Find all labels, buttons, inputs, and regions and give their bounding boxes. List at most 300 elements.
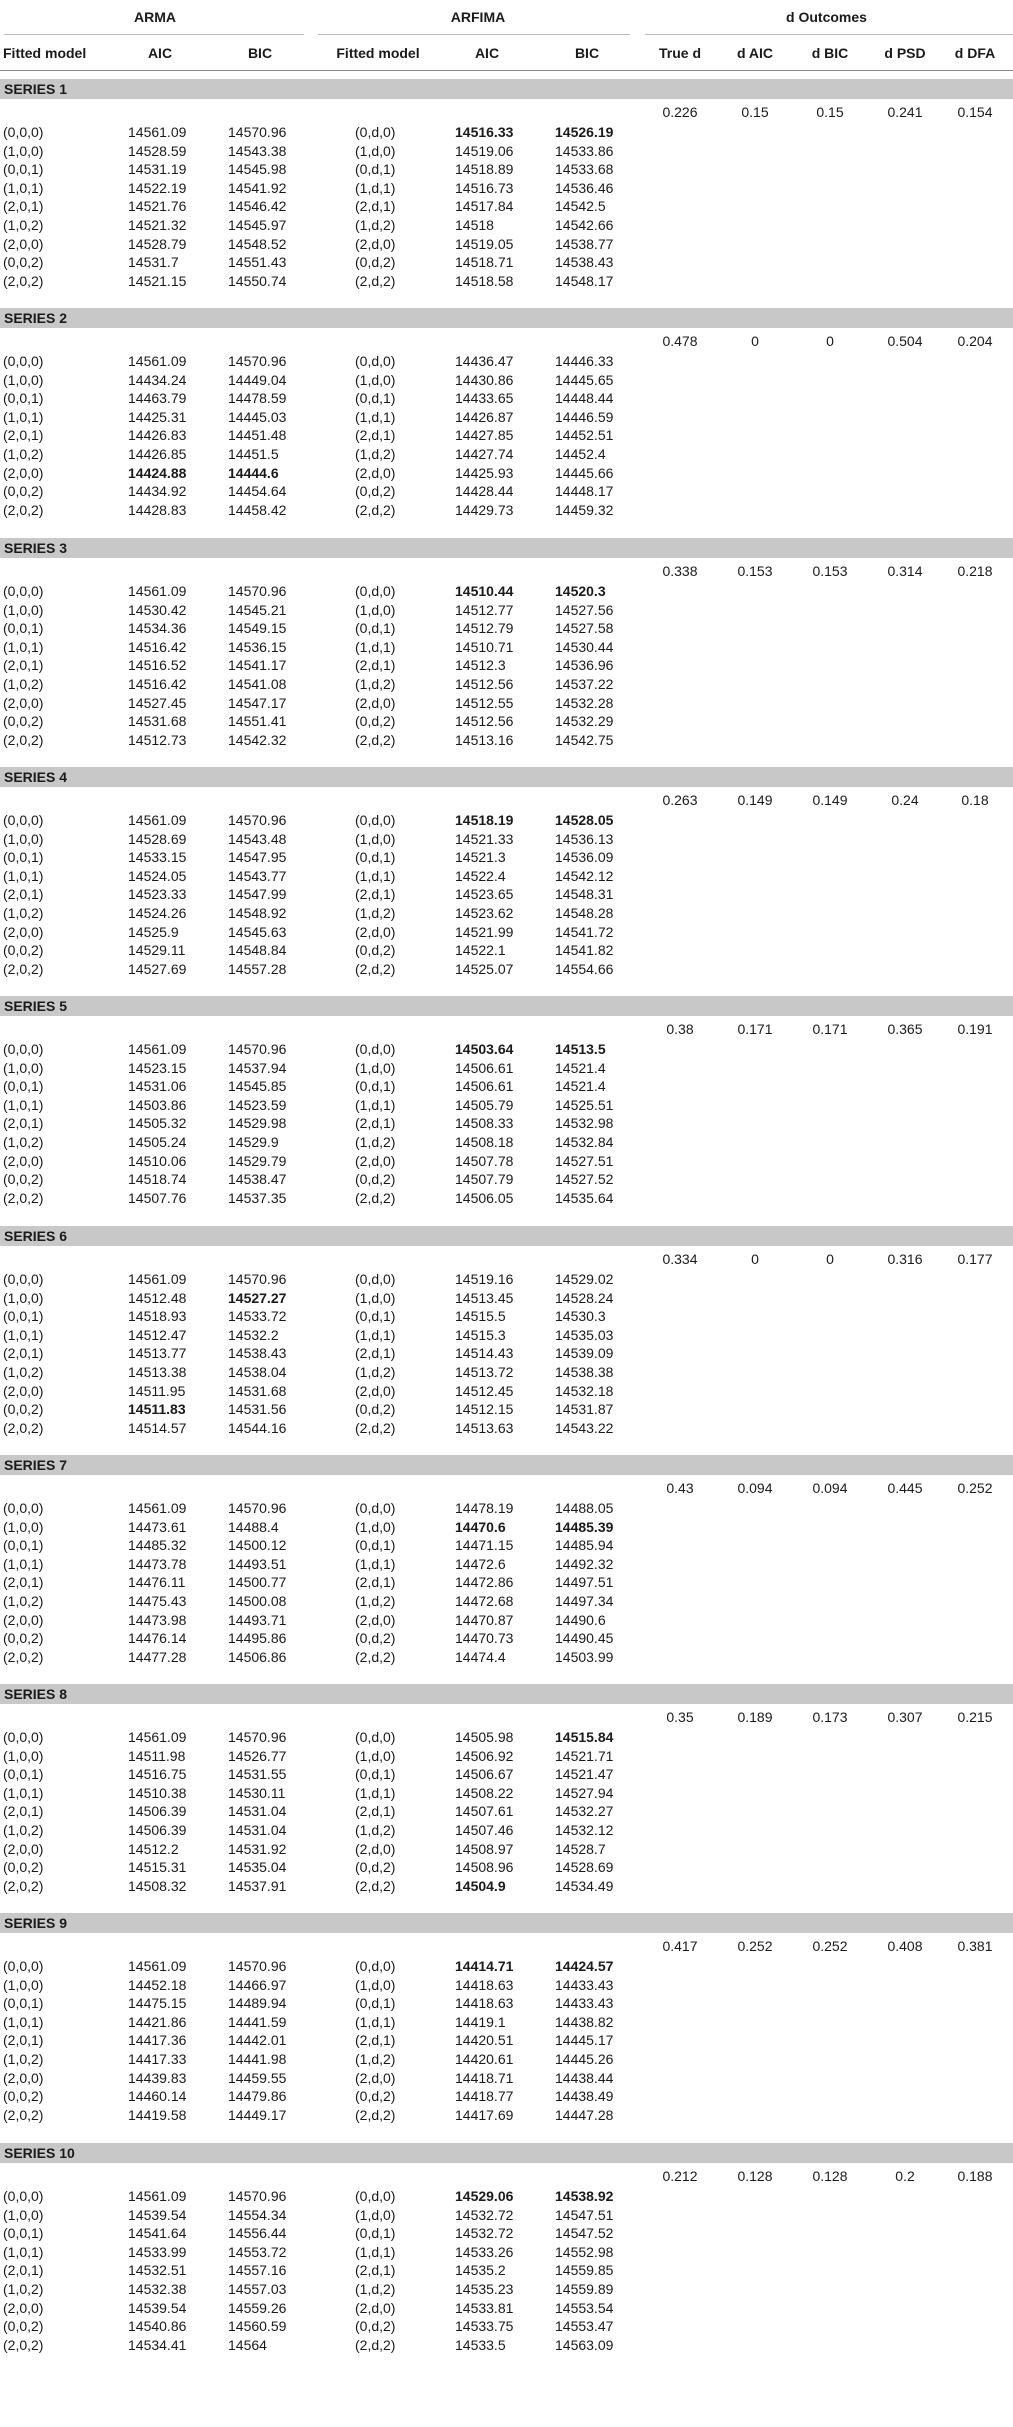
col-header-fitted-model-arfima: Fitted model xyxy=(336,45,420,61)
fitted-model-arma-cell: (2,0,2) xyxy=(3,1878,44,1894)
fitted-model-arfima-cell: (2,d,0) xyxy=(355,1612,396,1628)
arma-bic-cell: 14495.86 xyxy=(228,1630,287,1646)
arfima-aic-cell: 14508.22 xyxy=(455,1785,514,1801)
fitted-model-arfima-cell: (0,d,1) xyxy=(355,1308,396,1324)
arfima-bic-cell: 14530.3 xyxy=(555,1308,606,1324)
d-psd-value: 0.241 xyxy=(887,104,923,120)
arma-aic-cell: 14475.15 xyxy=(128,1995,187,2011)
arfima-bic-cell: 14548.17 xyxy=(555,273,614,289)
arma-aic-cell: 14524.05 xyxy=(128,868,187,884)
fitted-model-arma-cell: (1,0,1) xyxy=(3,1097,44,1113)
arfima-aic-cell: 14427.85 xyxy=(455,427,514,443)
arfima-bic-cell: 14548.28 xyxy=(555,905,614,921)
arfima-bic-cell: 14532.29 xyxy=(555,713,614,729)
arma-bic-cell: 14531.04 xyxy=(228,1822,287,1838)
arma-aic-cell: 14521.32 xyxy=(128,217,187,233)
fitted-model-arfima-cell: (1,d,2) xyxy=(355,905,396,921)
fitted-model-arfima-cell: (2,d,2) xyxy=(355,1420,396,1436)
arfima-aic-cell: 14517.84 xyxy=(455,198,514,214)
fitted-model-arfima-cell: (1,d,0) xyxy=(355,372,396,388)
arma-bic-cell: 14529.9 xyxy=(228,1134,279,1150)
fitted-model-arma-cell: (1,0,2) xyxy=(3,2281,44,2297)
fitted-model-arma-cell: (2,0,2) xyxy=(3,273,44,289)
arma-aic-cell: 14516.75 xyxy=(128,1766,187,1782)
arfima-bic-cell: 14521.4 xyxy=(555,1060,606,1076)
arfima-group-header: ARFIMA xyxy=(450,9,506,25)
arfima-bic-cell: 14497.51 xyxy=(555,1574,614,1590)
arma-aic-cell: 14505.24 xyxy=(128,1134,187,1150)
arma-bic-cell: 14543.77 xyxy=(228,868,287,884)
arma-aic-cell: 14476.11 xyxy=(128,1574,186,1590)
arfima-aic-cell: 14518.89 xyxy=(455,161,514,177)
fitted-model-arma-cell: (1,0,0) xyxy=(3,1290,44,1306)
arma-bic-cell: 14530.11 xyxy=(228,1785,286,1801)
fitted-model-arma-cell: (0,0,1) xyxy=(3,1308,44,1324)
true-d-value: 0.212 xyxy=(662,2168,698,2184)
fitted-model-arfima-cell: (2,d,2) xyxy=(355,961,396,977)
d-aic-value: 0.149 xyxy=(737,792,773,808)
arfima-bic-cell: 14533.68 xyxy=(555,161,614,177)
series-label: SERIES 9 xyxy=(4,1915,68,1931)
fitted-model-arma-cell: (0,0,1) xyxy=(3,1078,44,1094)
arfima-bic-cell: 14543.22 xyxy=(555,1420,614,1436)
fitted-model-arfima-cell: (1,d,0) xyxy=(355,1290,396,1306)
arfima-aic-cell: 14470.87 xyxy=(455,1612,514,1628)
header-divider xyxy=(0,70,1013,71)
arfima-aic-cell: 14506.61 xyxy=(455,1078,514,1094)
arfima-aic-cell: 14518 xyxy=(455,217,494,233)
arfima-bic-cell: 14447.28 xyxy=(555,2107,614,2123)
fitted-model-arfima-cell: (2,d,2) xyxy=(355,273,396,289)
arma-bic-cell: 14538.04 xyxy=(228,1364,287,1380)
arfima-aic-cell: 14513.45 xyxy=(455,1290,514,1306)
arfima-aic-cell: 14512.79 xyxy=(455,620,514,636)
series-header xyxy=(0,1684,1013,1704)
arfima-bic-cell: 14485.94 xyxy=(555,1537,614,1553)
arma-aic-cell: 14541.64 xyxy=(128,2225,187,2241)
arfima-bic-cell: 14537.22 xyxy=(555,676,614,692)
arfima-aic-cell: 14507.61 xyxy=(455,1803,514,1819)
fitted-model-arfima-cell: (2,d,2) xyxy=(355,502,396,518)
fitted-model-arma-cell: (0,0,1) xyxy=(3,1766,44,1782)
arfima-aic-cell: 14470.6 xyxy=(455,1519,506,1535)
arma-aic-cell: 14540.86 xyxy=(128,2318,187,2334)
arma-bic-cell: 14557.28 xyxy=(228,961,287,977)
series-header xyxy=(0,308,1013,328)
d-psd-value: 0.504 xyxy=(887,333,923,349)
series-label: SERIES 10 xyxy=(4,2145,75,2161)
series-header xyxy=(0,2143,1013,2163)
fitted-model-arma-cell: (1,0,2) xyxy=(3,1134,44,1150)
fitted-model-arfima-cell: (2,d,2) xyxy=(355,1190,396,1206)
arma-bic-cell: 14570.96 xyxy=(228,1500,287,1516)
arfima-bic-cell: 14533.86 xyxy=(555,143,614,159)
arma-bic-cell: 14527.27 xyxy=(228,1290,287,1306)
arfima-aic-cell: 14521.3 xyxy=(455,849,506,865)
d-psd-value: 0.408 xyxy=(887,1938,923,1954)
fitted-model-arma-cell: (0,0,1) xyxy=(3,1537,44,1553)
fitted-model-arma-cell: (1,0,0) xyxy=(3,1748,44,1764)
arfima-bic-cell: 14535.64 xyxy=(555,1190,614,1206)
arma-aic-cell: 14524.26 xyxy=(128,905,187,921)
fitted-model-arma-cell: (0,0,2) xyxy=(3,2088,44,2104)
fitted-model-arma-cell: (0,0,0) xyxy=(3,1041,44,1057)
arfima-bic-cell: 14527.52 xyxy=(555,1171,614,1187)
fitted-model-arfima-cell: (0,d,1) xyxy=(355,1766,396,1782)
fitted-model-arfima-cell: (2,d,2) xyxy=(355,732,396,748)
d-bic-value: 0.149 xyxy=(812,792,848,808)
fitted-model-arma-cell: (0,0,0) xyxy=(3,1271,44,1287)
fitted-model-arma-cell: (2,0,0) xyxy=(3,695,44,711)
fitted-model-arfima-cell: (1,d,0) xyxy=(355,1519,396,1535)
arma-bic-cell: 14550.74 xyxy=(228,273,287,289)
arfima-bic-cell: 14532.12 xyxy=(555,1822,614,1838)
arfima-aic-cell: 14417.69 xyxy=(455,2107,514,2123)
fitted-model-arma-cell: (1,0,1) xyxy=(3,1327,44,1343)
arfima-aic-cell: 14529.06 xyxy=(455,2188,514,2204)
arma-aic-cell: 14528.59 xyxy=(128,143,187,159)
arfima-bic-cell: 14532.18 xyxy=(555,1383,614,1399)
d-bic-value: 0.128 xyxy=(812,2168,848,2184)
arfima-bic-cell: 14547.51 xyxy=(555,2207,614,2223)
arfima-aic-cell: 14512.3 xyxy=(455,657,506,673)
fitted-model-arfima-cell: (0,d,1) xyxy=(355,849,396,865)
series-header xyxy=(0,767,1013,787)
fitted-model-arma-cell: (1,0,1) xyxy=(3,409,44,425)
d-bic-value: 0 xyxy=(826,1251,834,1267)
fitted-model-arma-cell: (2,0,1) xyxy=(3,657,44,673)
arma-aic-cell: 14512.48 xyxy=(128,1290,187,1306)
fitted-model-arma-cell: (0,0,0) xyxy=(3,124,44,140)
col-header-d-dfa: d DFA xyxy=(954,45,996,61)
arfima-bic-cell: 14445.26 xyxy=(555,2051,614,2067)
fitted-model-arfima-cell: (2,d,0) xyxy=(355,695,396,711)
arfima-bic-cell: 14530.44 xyxy=(555,639,614,655)
arma-aic-cell: 14507.76 xyxy=(128,1190,187,1206)
arma-aic-cell: 14533.99 xyxy=(128,2244,187,2260)
arma-aic-cell: 14561.09 xyxy=(128,1041,187,1057)
col-header-d-bic: d BIC xyxy=(811,45,849,61)
arma-bic-cell: 14570.96 xyxy=(228,1958,287,1974)
arma-aic-cell: 14425.31 xyxy=(128,409,187,425)
fitted-model-arma-cell: (2,0,1) xyxy=(3,2262,44,2278)
fitted-model-arma-cell: (2,0,2) xyxy=(3,732,44,748)
arma-aic-cell: 14561.09 xyxy=(128,1958,187,1974)
arma-bic-cell: 14542.32 xyxy=(228,732,287,748)
fitted-model-arfima-cell: (1,d,2) xyxy=(355,217,396,233)
fitted-model-arma-cell: (1,0,2) xyxy=(3,1593,44,1609)
arma-bic-cell: 14570.96 xyxy=(228,124,287,140)
arma-bic-cell: 14570.96 xyxy=(228,1729,287,1745)
arfima-bic-cell: 14553.54 xyxy=(555,2300,614,2316)
arfima-aic-cell: 14533.26 xyxy=(455,2244,514,2260)
arfima-bic-cell: 14538.77 xyxy=(555,236,614,252)
fitted-model-arma-cell: (0,0,2) xyxy=(3,942,44,958)
arma-aic-cell: 14539.54 xyxy=(128,2207,187,2223)
d-bic-value: 0.15 xyxy=(816,104,844,120)
fitted-model-arfima-cell: (2,d,0) xyxy=(355,465,396,481)
arfima-aic-cell: 14478.19 xyxy=(455,1500,514,1516)
arma-aic-cell: 14508.32 xyxy=(128,1878,187,1894)
fitted-model-arfima-cell: (2,d,2) xyxy=(355,2107,396,2123)
arfima-aic-cell: 14508.97 xyxy=(455,1841,514,1857)
fitted-model-arma-cell: (1,0,0) xyxy=(3,2207,44,2223)
fitted-model-arma-cell: (0,0,0) xyxy=(3,353,44,369)
fitted-model-arfima-cell: (0,d,2) xyxy=(355,483,396,499)
arma-aic-cell: 14475.43 xyxy=(128,1593,187,1609)
arfima-aic-cell: 14521.33 xyxy=(455,831,514,847)
fitted-model-arma-cell: (0,0,2) xyxy=(3,2318,44,2334)
d-aic-value: 0.171 xyxy=(737,1021,773,1037)
arma-aic-cell: 14531.06 xyxy=(128,1078,187,1094)
arma-bic-cell: 14551.41 xyxy=(228,713,287,729)
arfima-bic-cell: 14538.43 xyxy=(555,254,614,270)
fitted-model-arma-cell: (0,0,2) xyxy=(3,1171,44,1187)
arma-bic-cell: 14531.04 xyxy=(228,1803,287,1819)
arma-aic-cell: 14561.09 xyxy=(128,1271,187,1287)
arfima-bic-cell: 14527.56 xyxy=(555,602,614,618)
arfima-aic-cell: 14505.98 xyxy=(455,1729,514,1745)
arfima-bic-cell: 14559.85 xyxy=(555,2262,614,2278)
true-d-value: 0.338 xyxy=(662,563,698,579)
fitted-model-arfima-cell: (0,d,0) xyxy=(355,812,396,828)
arma-bic-cell: 14531.92 xyxy=(228,1841,287,1857)
arfima-bic-cell: 14536.46 xyxy=(555,180,614,196)
fitted-model-arma-cell: (1,0,2) xyxy=(3,217,44,233)
arfima-bic-cell: 14446.33 xyxy=(555,353,614,369)
arma-bic-cell: 14543.48 xyxy=(228,831,287,847)
arfima-aic-cell: 14512.56 xyxy=(455,713,514,729)
fitted-model-arfima-cell: (0,d,1) xyxy=(355,1078,396,1094)
arfima-bic-cell: 14525.51 xyxy=(555,1097,614,1113)
arfima-bic-cell: 14528.05 xyxy=(555,812,614,828)
arma-aic-cell: 14505.32 xyxy=(128,1115,187,1131)
arfima-aic-cell: 14436.47 xyxy=(455,353,514,369)
arma-aic-cell: 14561.09 xyxy=(128,583,187,599)
fitted-model-arfima-cell: (2,d,0) xyxy=(355,2300,396,2316)
arma-bic-cell: 14570.96 xyxy=(228,2188,287,2204)
arma-bic-cell: 14441.98 xyxy=(228,2051,287,2067)
arma-aic-cell: 14539.54 xyxy=(128,2300,187,2316)
arfima-bic-cell: 14536.13 xyxy=(555,831,614,847)
fitted-model-arfima-cell: (1,d,0) xyxy=(355,831,396,847)
arma-aic-cell: 14476.14 xyxy=(128,1630,187,1646)
arma-bic-cell: 14545.85 xyxy=(228,1078,287,1094)
arfima-bic-cell: 14521.47 xyxy=(555,1766,614,1782)
arma-bic-cell: 14541.08 xyxy=(228,676,287,692)
fitted-model-arfima-cell: (1,d,1) xyxy=(355,2014,396,2030)
arma-aic-cell: 14528.69 xyxy=(128,831,187,847)
fitted-model-arma-cell: (1,0,2) xyxy=(3,1364,44,1380)
true-d-value: 0.334 xyxy=(662,1251,698,1267)
arma-bic-cell: 14500.12 xyxy=(228,1537,287,1553)
series-label: SERIES 6 xyxy=(4,1228,68,1244)
arma-bic-cell: 14536.15 xyxy=(228,639,287,655)
arma-aic-cell: 14503.86 xyxy=(128,1097,187,1113)
arfima-aic-cell: 14523.65 xyxy=(455,886,514,902)
arma-aic-cell: 14561.09 xyxy=(128,1500,187,1516)
d-dfa-value: 0.154 xyxy=(957,104,993,120)
arfima-bic-cell: 14563.09 xyxy=(555,2337,614,2353)
arma-bic-cell: 14547.17 xyxy=(228,695,287,711)
arma-aic-cell: 14510.38 xyxy=(128,1785,187,1801)
arfima-bic-cell: 14542.5 xyxy=(555,198,606,214)
arma-bic-cell: 14493.51 xyxy=(228,1556,287,1572)
arfima-aic-cell: 14521.99 xyxy=(455,924,514,940)
arfima-aic-cell: 14425.93 xyxy=(455,465,514,481)
series-header xyxy=(0,538,1013,558)
arfima-aic-cell: 14510.44 xyxy=(455,583,514,599)
arfima-aic-cell: 14519.16 xyxy=(455,1271,514,1287)
fitted-model-arfima-cell: (1,d,1) xyxy=(355,1097,396,1113)
d-psd-value: 0.24 xyxy=(891,792,919,808)
fitted-model-arma-cell: (1,0,2) xyxy=(3,2051,44,2067)
arfima-bic-cell: 14526.19 xyxy=(555,124,614,140)
arfima-bic-cell: 14490.45 xyxy=(555,1630,614,1646)
d-dfa-value: 0.381 xyxy=(957,1938,993,1954)
arma-aic-cell: 14518.74 xyxy=(128,1171,187,1187)
arma-bic-cell: 14538.47 xyxy=(228,1171,287,1187)
true-d-value: 0.417 xyxy=(662,1938,698,1954)
arma-aic-cell: 14512.2 xyxy=(128,1841,179,1857)
arma-aic-cell: 14473.98 xyxy=(128,1612,187,1628)
arfima-aic-cell: 14518.58 xyxy=(455,273,514,289)
arma-aic-cell: 14532.51 xyxy=(128,2262,187,2278)
arma-bic-cell: 14537.91 xyxy=(228,1878,287,1894)
arma-aic-cell: 14530.42 xyxy=(128,602,187,618)
arfima-bic-cell: 14424.57 xyxy=(555,1958,614,1974)
arma-bic-cell: 14532.2 xyxy=(228,1327,279,1343)
true-d-value: 0.226 xyxy=(662,104,698,120)
arma-bic-cell: 14545.63 xyxy=(228,924,287,940)
fitted-model-arfima-cell: (2,d,0) xyxy=(355,1153,396,1169)
fitted-model-arma-cell: (1,0,0) xyxy=(3,831,44,847)
arfima-aic-cell: 14513.16 xyxy=(455,732,514,748)
arfima-aic-cell: 14429.73 xyxy=(455,502,514,518)
fitted-model-arfima-cell: (0,d,2) xyxy=(355,1630,396,1646)
arfima-bic-cell: 14538.92 xyxy=(555,2188,614,2204)
arfima-bic-cell: 14541.82 xyxy=(555,942,614,958)
arma-aic-cell: 14485.32 xyxy=(128,1537,187,1553)
arfima-aic-cell: 14516.33 xyxy=(455,124,514,140)
series-header xyxy=(0,996,1013,1016)
fitted-model-arfima-cell: (0,d,2) xyxy=(355,2318,396,2334)
fitted-model-arfima-cell: (2,d,1) xyxy=(355,1574,396,1590)
arma-bic-cell: 14557.03 xyxy=(228,2281,287,2297)
arfima-aic-cell: 14533.81 xyxy=(455,2300,514,2316)
arma-aic-cell: 14513.77 xyxy=(128,1345,187,1361)
arfima-bic-cell: 14534.49 xyxy=(555,1878,614,1894)
fitted-model-arfima-cell: (1,d,0) xyxy=(355,1060,396,1076)
fitted-model-arfima-cell: (2,d,1) xyxy=(355,1345,396,1361)
arfima-aic-cell: 14507.79 xyxy=(455,1171,514,1187)
arma-aic-cell: 14531.19 xyxy=(128,161,187,177)
arfima-aic-cell: 14471.15 xyxy=(455,1537,514,1553)
arma-bic-cell: 14541.17 xyxy=(228,657,287,673)
arma-aic-cell: 14527.69 xyxy=(128,961,187,977)
arfima-aic-cell: 14525.07 xyxy=(455,961,514,977)
series-label: SERIES 5 xyxy=(4,998,68,1014)
fitted-model-arma-cell: (1,0,0) xyxy=(3,1977,44,1993)
fitted-model-arfima-cell: (2,d,0) xyxy=(355,1383,396,1399)
fitted-model-arma-cell: (0,0,1) xyxy=(3,161,44,177)
arma-bic-cell: 14548.52 xyxy=(228,236,287,252)
arma-aic-cell: 14523.33 xyxy=(128,886,187,902)
fitted-model-arfima-cell: (1,d,1) xyxy=(355,1556,396,1572)
fitted-model-arfima-cell: (0,d,0) xyxy=(355,583,396,599)
fitted-model-arma-cell: (2,0,2) xyxy=(3,502,44,518)
arma-aic-cell: 14511.83 xyxy=(128,1401,186,1417)
arfima-bic-cell: 14536.96 xyxy=(555,657,614,673)
fitted-model-arma-cell: (1,0,1) xyxy=(3,2014,44,2030)
arfima-aic-cell: 14427.74 xyxy=(455,446,514,462)
d-aic-value: 0.153 xyxy=(737,563,773,579)
col-header-d-psd: d PSD xyxy=(884,45,926,61)
arma-bic-cell: 14557.16 xyxy=(228,2262,287,2278)
arma-bic-cell: 14451.5 xyxy=(228,446,279,462)
arfima-bic-cell: 14541.72 xyxy=(555,924,614,940)
fitted-model-arfima-cell: (0,d,0) xyxy=(355,1500,396,1516)
fitted-model-arma-cell: (2,0,1) xyxy=(3,1345,44,1361)
arfima-bic-cell: 14485.39 xyxy=(555,1519,614,1535)
fitted-model-arfima-cell: (0,d,1) xyxy=(355,1995,396,2011)
arma-aic-cell: 14506.39 xyxy=(128,1822,187,1838)
arfima-bic-cell: 14542.66 xyxy=(555,217,614,233)
arfima-bic-cell: 14531.87 xyxy=(555,1401,614,1417)
fitted-model-arma-cell: (0,0,1) xyxy=(3,2225,44,2241)
fitted-model-arfima-cell: (1,d,1) xyxy=(355,868,396,884)
arfima-aic-cell: 14523.62 xyxy=(455,905,514,921)
arma-aic-cell: 14452.18 xyxy=(128,1977,187,1993)
fitted-model-arfima-cell: (2,d,1) xyxy=(355,1803,396,1819)
arfima-aic-cell: 14513.63 xyxy=(455,1420,514,1436)
fitted-model-arma-cell: (2,0,0) xyxy=(3,1612,44,1628)
arfima-aic-cell: 14515.3 xyxy=(455,1327,506,1343)
fitted-model-arma-cell: (1,0,1) xyxy=(3,1556,44,1572)
arfima-bic-cell: 14535.03 xyxy=(555,1327,614,1343)
series-header xyxy=(0,79,1013,99)
d-psd-value: 0.314 xyxy=(887,563,923,579)
fitted-model-arfima-cell: (2,d,1) xyxy=(355,427,396,443)
fitted-model-arma-cell: (0,0,1) xyxy=(3,390,44,406)
arfima-header-rule xyxy=(318,34,630,35)
arma-bic-cell: 14523.59 xyxy=(228,1097,287,1113)
series-label: SERIES 2 xyxy=(4,310,68,326)
arfima-aic-cell: 14533.5 xyxy=(455,2337,506,2353)
arfima-bic-cell: 14532.27 xyxy=(555,1803,614,1819)
arfima-bic-cell: 14528.24 xyxy=(555,1290,614,1306)
arma-aic-cell: 14463.79 xyxy=(128,390,187,406)
arma-aic-cell: 14521.15 xyxy=(128,273,187,289)
col-header-d-aic: d AIC xyxy=(736,45,774,61)
series-label: SERIES 8 xyxy=(4,1686,68,1702)
fitted-model-arfima-cell: (0,d,2) xyxy=(355,1859,396,1875)
arma-aic-cell: 14417.33 xyxy=(128,2051,187,2067)
arma-aic-cell: 14426.83 xyxy=(128,427,187,443)
arma-bic-cell: 14488.4 xyxy=(228,1519,279,1535)
arma-bic-cell: 14570.96 xyxy=(228,812,287,828)
d-dfa-value: 0.18 xyxy=(961,792,989,808)
arfima-aic-cell: 14420.51 xyxy=(455,2032,514,2048)
arma-aic-cell: 14529.11 xyxy=(128,942,186,958)
arfima-bic-cell: 14547.52 xyxy=(555,2225,614,2241)
fitted-model-arma-cell: (1,0,2) xyxy=(3,1822,44,1838)
d-outcomes-header-rule xyxy=(645,34,1013,35)
fitted-model-arfima-cell: (0,d,0) xyxy=(355,1729,396,1745)
arfima-aic-cell: 14510.71 xyxy=(455,639,514,655)
fitted-model-arma-cell: (0,0,2) xyxy=(3,713,44,729)
fitted-model-arma-cell: (1,0,1) xyxy=(3,180,44,196)
